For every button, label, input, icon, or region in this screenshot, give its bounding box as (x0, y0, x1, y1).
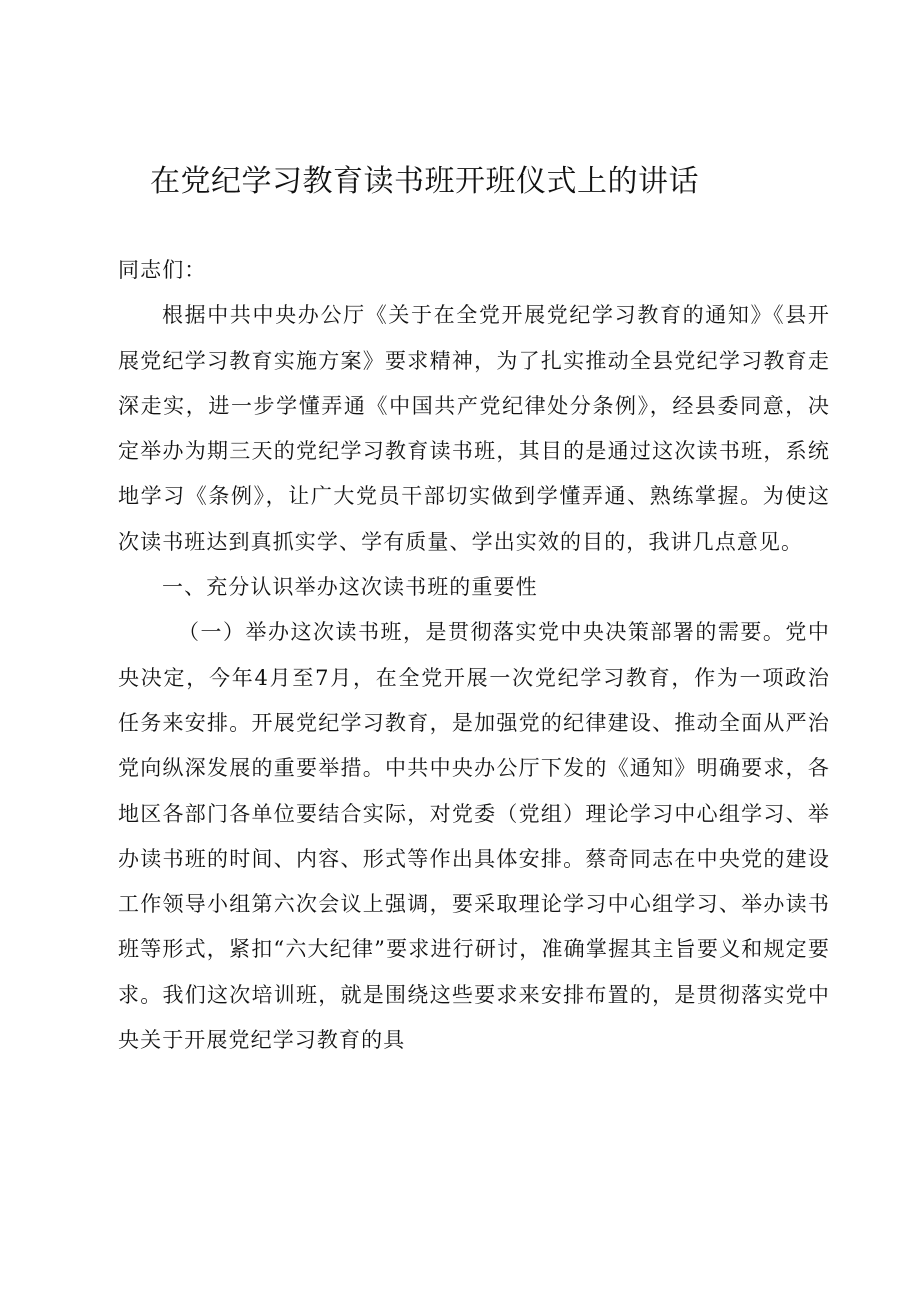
document-title: 在党纪学习教育读书班开班仪式上的讲话 (150, 164, 699, 199)
document-body (118, 248, 830, 1063)
salutation: 同志们： (118, 258, 207, 282)
intro-paragraph: 根据中共中央办公厅《关于在全党开展党纪学习教育的通知》《县开展党纪学习教育实施方案》要求精神，为了扎实推动全县党纪学习教育走深走实，进一步学懂弄通《中国共产党纪律处分条例》，经县委同意，决定举办为期三天的党纪学习教育读书班，其目的是通过这次读书班，系统地学习《条例》，让广大党员干部切实做到学懂弄通、熟练掌握。为使这次读书班达到真抓实学、学有质量、学出实效的目的，我讲几点意见。 (118, 303, 830, 554)
section-heading: 一、充分认识举办这次读书班的重要性 (162, 575, 538, 600)
subsection-paragraph: （一）举办这次读书班，是贯彻落实党中央决策部署的需要。党中央决定，今年4月至7月，在全党开展一次党纪学习教育，作为一项政治任务来安排。开展党纪学习教育，是加强党的纪律建设、推动全面从严治党向纵深发展的重要举措。中共中央办公厅下发的《通知》明确要求，各地区各部门各单位要结合实际，对党委（党组）理论学习中心组学习、举办读书班的时间、内容、形式等作出具体安排。蔡奇同志在中央党的建设工作领导小组第六次会议上强调，要采取理论学习中心组学习、举办读书班等形式，紧扣“六大纪律”要求进行研讨，准确掌握其主旨要义和规定要求。我们这次培训班，就是围绕这些要求来安排布置的，是贯彻落实党中央关于开展党纪学习教育的具 (118, 620, 830, 1053)
